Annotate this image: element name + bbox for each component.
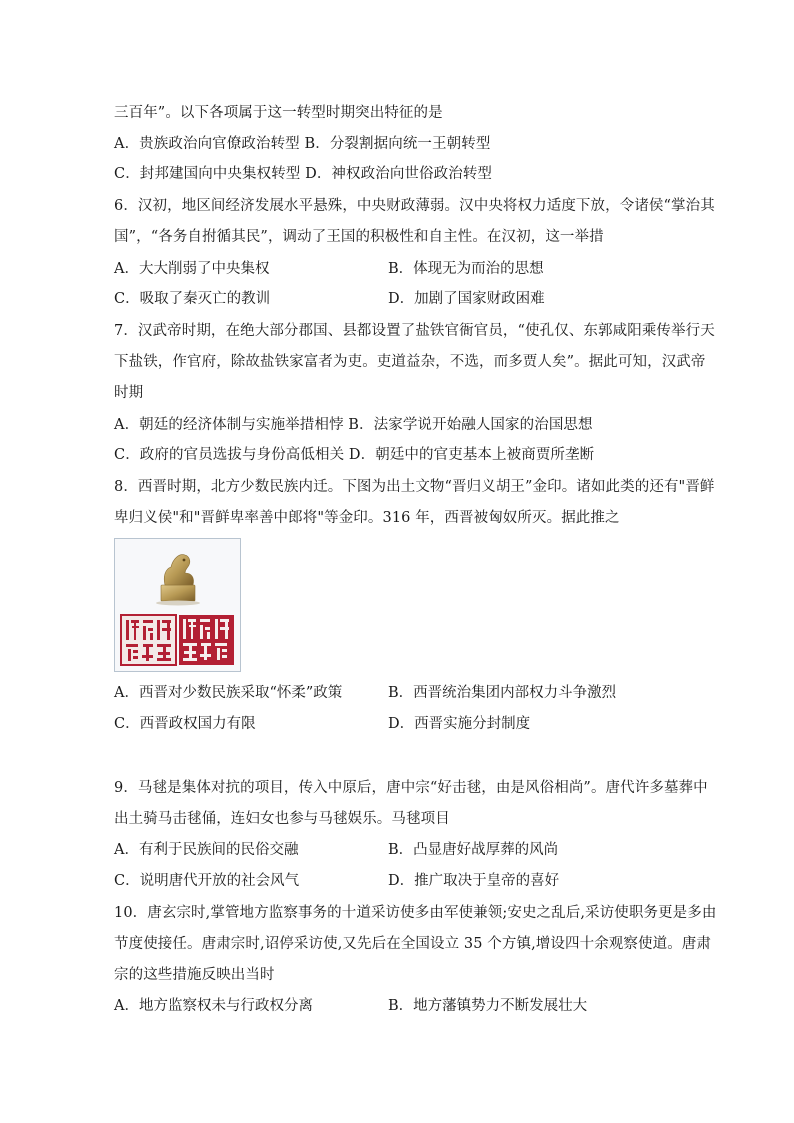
q7-stem: 时期 — [114, 385, 144, 401]
q6-option-c: C．吸取了秦灭亡的教训 — [114, 291, 271, 307]
q6-option-b: B．体现无为而治的思想 — [388, 261, 544, 277]
q6-option-a: A．大大削弱了中央集权 — [114, 261, 270, 277]
seal-base-icon — [161, 585, 195, 601]
q8-stem: 8．西晋时期，北方少数民族内迁。下图为出土文物“晋归义胡王”金印。诸如此类的还有"晋鲜 — [114, 479, 715, 495]
q8-option-d: D．西晋实施分封制度 — [388, 716, 531, 732]
q8-option-b: B．西晋统治集团内部权力斗争激烈 — [388, 685, 617, 701]
text-line: 三百年”。以下各项属于这一转型时期突出特征的是 — [114, 105, 443, 121]
q7-stem: 7．汉武帝时期，在绝大部分郡国、县都设置了盐铁官衙官员，“使孔仅、东郭咸阳乘传举行天 — [114, 323, 715, 339]
q9-stem: 出土骑马击毬俑，连妇女也参与马毬娱乐。马毬项目 — [114, 811, 450, 827]
q7-options-cd: C．政府的官员选拔与身份高低相关 D．朝廷中的官吏基本上被商贾所垄断 — [114, 447, 595, 463]
q9-option-b: B．凸显唐好战厚葬的风尚 — [388, 842, 559, 858]
q8-option-c: C．西晋政权国力有限 — [114, 716, 256, 732]
q7-stem: 下盐铁，作官府，除故盐铁家富者为吏。吏道益杂，不选，而多贾人矣”。据此可知，汉武帝 — [114, 354, 706, 370]
q9-option-d: D．推广取决于皇帝的喜好 — [388, 873, 560, 889]
q8-stem: 卑归义侯"和"晋鲜卑率善中郎将"等金印。316 年，西晋被匈奴所灭。据此推之 — [114, 510, 620, 526]
q9-option-a: A．有利于民族间的民俗交融 — [114, 842, 299, 858]
q10-option-a: A．地方监察权未与行政权分离 — [114, 998, 313, 1014]
q6-stem: 国”，“各务自拊循其民”，调动了王国的积极性和自主性。在汉初，这一举措 — [114, 229, 604, 245]
q9-option-c: C．说明唐代开放的社会风气 — [114, 873, 300, 889]
q10-stem: 10．唐玄宗时,掌管地方监察事务的十道采访使多由军使兼领;安史之乱后,采访使职务更是多由 — [114, 905, 717, 921]
q6-stem: 6．汉初，地区间经济发展水平悬殊，中央财政薄弱。汉中央将权力适度下放，令诸侯“掌治其 — [114, 198, 715, 214]
q5-options-ab: A．贵族政治向官僚政治转型 B．分裂割据向统一王朝转型 — [114, 136, 491, 152]
gold-seal-image — [115, 539, 240, 671]
q7-options-ab: A．朝廷的经济体制与实施举措相悖 B．法家学说开始融人国家的治国思想 — [114, 417, 593, 433]
q10-option-b: B．地方藩镇势力不断发展壮大 — [388, 998, 588, 1014]
q9-stem: 9．马毬是集体对抗的项目，传入中原后，唐中宗“好击毬，由是风俗相尚”。唐代许多墓葬中 — [114, 780, 708, 796]
seal-knob-icon — [164, 555, 193, 585]
q10-stem: 节度使接任。唐肃宗时,诏停采访使,又先后在全国设立 35 个方镇,增设四十余观察使道。唐肃 — [114, 936, 711, 952]
q6-option-d: D．加剧了国家财政困难 — [388, 291, 545, 307]
q10-stem: 宗的这些措施反映出当时 — [114, 967, 275, 983]
q8-option-a: A．西晋对少数民族采取“怀柔”政策 — [114, 685, 343, 701]
q5-options-cd: C．封邦建国向中央集权转型 D．神权政治向世俗政治转型 — [114, 166, 493, 182]
gold-seal-figure — [114, 538, 241, 672]
